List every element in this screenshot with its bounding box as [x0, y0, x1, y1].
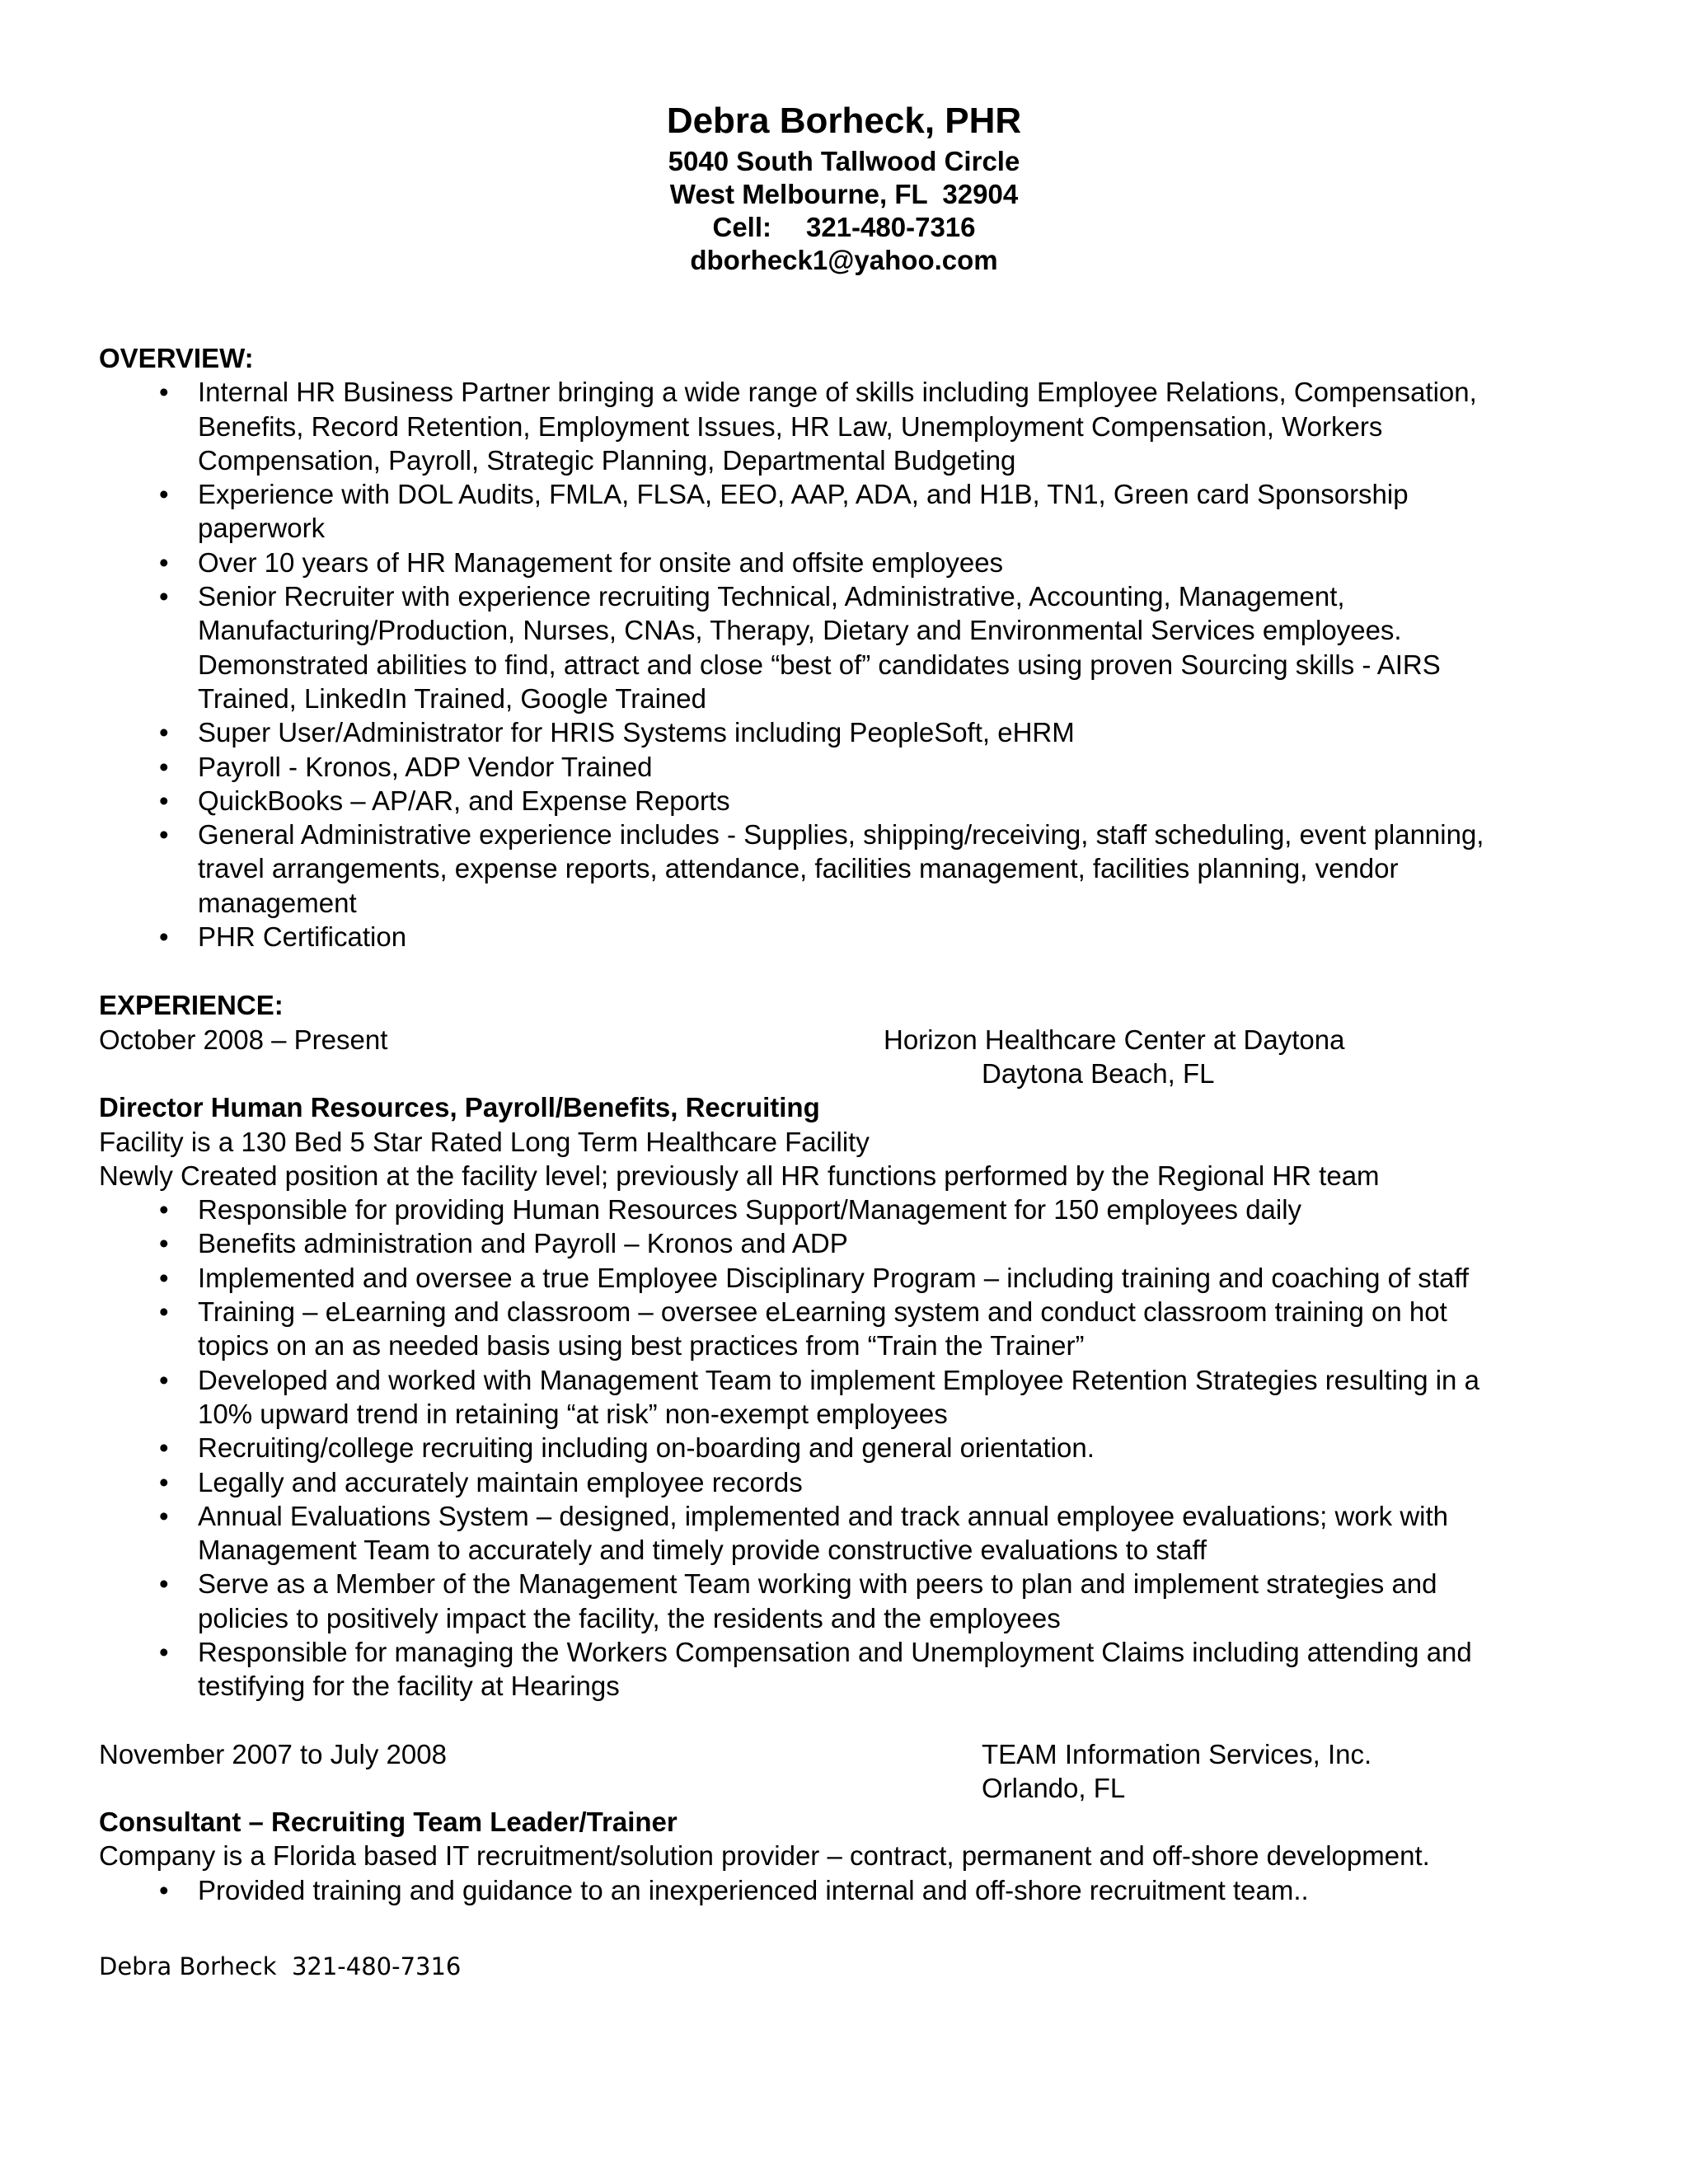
bullet-text-line: Annual Evaluations System – designed, implemented and track annual employee evaluations; work with	[198, 1500, 1449, 1531]
cell-phone-line	[0, 211, 1688, 244]
job-1-bullet-list	[99, 1193, 1582, 1703]
address-line-2: West Melbourne, FL 32904	[669, 179, 1019, 209]
bullet-item	[99, 1499, 1582, 1568]
bullet-item	[99, 1567, 1582, 1635]
bullet-text-line: Management Team to accurately and timely provide constructive evaluations to staff	[198, 1535, 1207, 1566]
job-location: Daytona Beach, FL	[982, 1057, 1215, 1089]
bullet-item	[99, 784, 1582, 818]
email-address: dborheck1@yahoo.com	[690, 245, 998, 275]
bullet-item	[99, 1465, 1582, 1499]
bullet-item	[99, 1193, 1582, 1226]
bullet-icon: •	[159, 1568, 169, 1600]
bullet-icon: •	[159, 1466, 169, 1497]
bullet-item	[99, 1635, 1582, 1704]
bullet-text-line: travel arrangements, expense reports, attendance, facilities management, facilities planning, vendor	[198, 853, 1399, 884]
cell-label: Cell:	[712, 212, 771, 242]
job-1-location-line	[99, 1057, 1582, 1090]
bullet-text-line: Recruiting/college recruiting including on-boarding and general orientation.	[198, 1432, 1095, 1464]
bullet-icon: •	[159, 479, 169, 510]
bullet-text-line: General Administrative experience includes - Supplies, shipping/receiving, staff scheduling, event planning,	[198, 819, 1484, 851]
job-location: Orlando, FL	[982, 1772, 1126, 1803]
bullet-text-line: Trained, LinkedIn Trained, Google Trained	[198, 682, 706, 714]
job-description: Company is a Florida based IT recruitment/solution provider – contract, permanent and off-shore development.	[99, 1840, 1430, 1872]
job-position: Consultant – Recruiting Team Leader/Trainer	[99, 1807, 678, 1838]
bullet-text-line: Implemented and oversee a true Employee Disciplinary Program – including training and coaching of staff	[198, 1262, 1470, 1293]
job-employer: Horizon Healthcare Center at Daytona	[884, 1024, 1345, 1055]
bullet-icon: •	[159, 581, 169, 612]
bullet-text-line: PHR Certification	[198, 921, 407, 953]
bullet-icon: •	[159, 1874, 169, 1905]
bullet-item	[99, 1431, 1582, 1465]
bullet-item	[99, 375, 1582, 477]
bullet-icon: •	[159, 1432, 169, 1464]
bullet-text-line: Demonstrated abilities to find, attract and close “best of” candidates using proven Sourcing skills - AIRS	[198, 649, 1441, 680]
bullet-text-line: Serve as a Member of the Management Team working with peers to plan and implement strategies and	[198, 1568, 1437, 1600]
resume-header	[0, 97, 1688, 277]
overview-heading: OVERVIEW:	[99, 343, 254, 373]
job-dates: October 2008 – Present	[99, 1024, 388, 1055]
bullet-text-line: Developed and worked with Management Team to implement Employee Retention Strategies resulting in a	[198, 1364, 1479, 1395]
bullet-icon: •	[159, 1296, 169, 1328]
bullet-item	[99, 1873, 1582, 1907]
bullet-text-line: Responsible for providing Human Resources Support/Management for 150 employees daily	[198, 1194, 1302, 1226]
job-description: Facility is a 130 Bed 5 Star Rated Long Term Healthcare Facility	[99, 1126, 870, 1157]
bullet-icon: •	[159, 1500, 169, 1531]
job-2-location-line	[99, 1771, 1582, 1805]
bullet-icon: •	[159, 1636, 169, 1667]
resume-body	[99, 341, 1582, 1907]
bullet-text-line: Super User/Administrator for HRIS Systems including PeopleSoft, eHRM	[198, 717, 1075, 748]
bullet-text-line: Training – eLearning and classroom – oversee eLearning system and conduct classroom training on hot	[198, 1296, 1447, 1328]
bullet-text-line: Senior Recruiter with experience recruiting Technical, Administrative, Accounting, Management,	[198, 581, 1345, 612]
bullet-item	[99, 1363, 1582, 1432]
bullet-text-line: Responsible for managing the Workers Compensation and Unemployment Claims including attending and	[198, 1636, 1472, 1667]
job-dates: November 2007 to July 2008	[99, 1738, 447, 1769]
bullet-icon: •	[159, 751, 169, 782]
page-footer: Debra Borheck 321-480-7316	[99, 1952, 462, 1980]
bullet-item	[99, 1261, 1582, 1295]
bullet-icon: •	[159, 921, 169, 953]
experience-heading: EXPERIENCE:	[99, 990, 284, 1021]
bullet-item	[99, 1226, 1582, 1260]
bullet-text-line: Internal HR Business Partner bringing a wide range of skills including Employee Relations, Compensation,	[198, 377, 1477, 408]
address-line-1: 5040 South Tallwood Circle	[668, 146, 1020, 176]
job-2-header	[99, 1737, 1582, 1771]
bullet-text-line: 10% upward trend in retaining “at risk” non-exempt employees	[198, 1398, 948, 1429]
bullet-text-line: Legally and accurately maintain employee records	[198, 1466, 803, 1497]
bullet-item	[99, 546, 1582, 579]
bullet-icon: •	[159, 1364, 169, 1395]
candidate-name: Debra Borheck, PHR	[666, 101, 1022, 141]
bullet-icon: •	[159, 377, 169, 408]
bullet-icon: •	[159, 717, 169, 748]
bullet-text-line: Provided training and guidance to an inexperienced internal and off-shore recruitment team..	[198, 1874, 1309, 1905]
bullet-icon: •	[159, 1228, 169, 1259]
bullet-item	[99, 477, 1582, 546]
bullet-item	[99, 920, 1582, 954]
bullet-icon: •	[159, 785, 169, 816]
bullet-text-line: Compensation, Payroll, Strategic Planning, Departmental Budgeting	[198, 444, 1016, 476]
bullet-icon: •	[159, 1194, 169, 1226]
bullet-item	[99, 750, 1582, 784]
bullet-text-line: Manufacturing/Production, Nurses, CNAs, Therapy, Dietary and Environmental Services employees.	[198, 615, 1402, 646]
bullet-icon: •	[159, 546, 169, 578]
job-1-header	[99, 1023, 1582, 1057]
bullet-text-line: policies to positively impact the facility, the residents and the employees	[198, 1602, 1061, 1633]
job-position: Director Human Resources, Payroll/Benefits, Recruiting	[99, 1092, 820, 1123]
bullet-text-line: Payroll - Kronos, ADP Vendor Trained	[198, 751, 653, 782]
bullet-text-line: management	[198, 887, 357, 918]
bullet-text-line: testifying for the facility at Hearings	[198, 1671, 620, 1702]
bullet-item	[99, 579, 1582, 715]
cell-number: 321-480-7316	[806, 212, 976, 242]
bullet-text-line: QuickBooks – AP/AR, and Expense Reports	[198, 785, 730, 816]
bullet-item	[99, 818, 1582, 920]
bullet-text-line: Experience with DOL Audits, FMLA, FLSA, EEO, AAP, ADA, and H1B, TN1, Green card Sponsorship	[198, 479, 1409, 510]
job-description: Newly Created position at the facility level; previously all HR functions performed by the Regional HR team	[99, 1160, 1380, 1191]
job-employer: TEAM Information Services, Inc.	[982, 1738, 1372, 1769]
bullet-item	[99, 1295, 1582, 1363]
bullet-icon: •	[159, 1262, 169, 1293]
bullet-text-line: topics on an as needed basis using best practices from “Train the Trainer”	[198, 1330, 1085, 1361]
bullet-text-line: Benefits, Record Retention, Employment Issues, HR Law, Unemployment Compensation, Workers	[198, 410, 1383, 442]
job-2-bullet-list	[99, 1873, 1582, 1907]
overview-list	[99, 375, 1582, 954]
bullet-text-line: paperwork	[198, 513, 326, 544]
bullet-text-line: Over 10 years of HR Management for onsite and offsite employees	[198, 546, 1004, 578]
bullet-icon: •	[159, 819, 169, 851]
bullet-item	[99, 715, 1582, 749]
bullet-text-line: Benefits administration and Payroll – Kronos and ADP	[198, 1228, 848, 1259]
